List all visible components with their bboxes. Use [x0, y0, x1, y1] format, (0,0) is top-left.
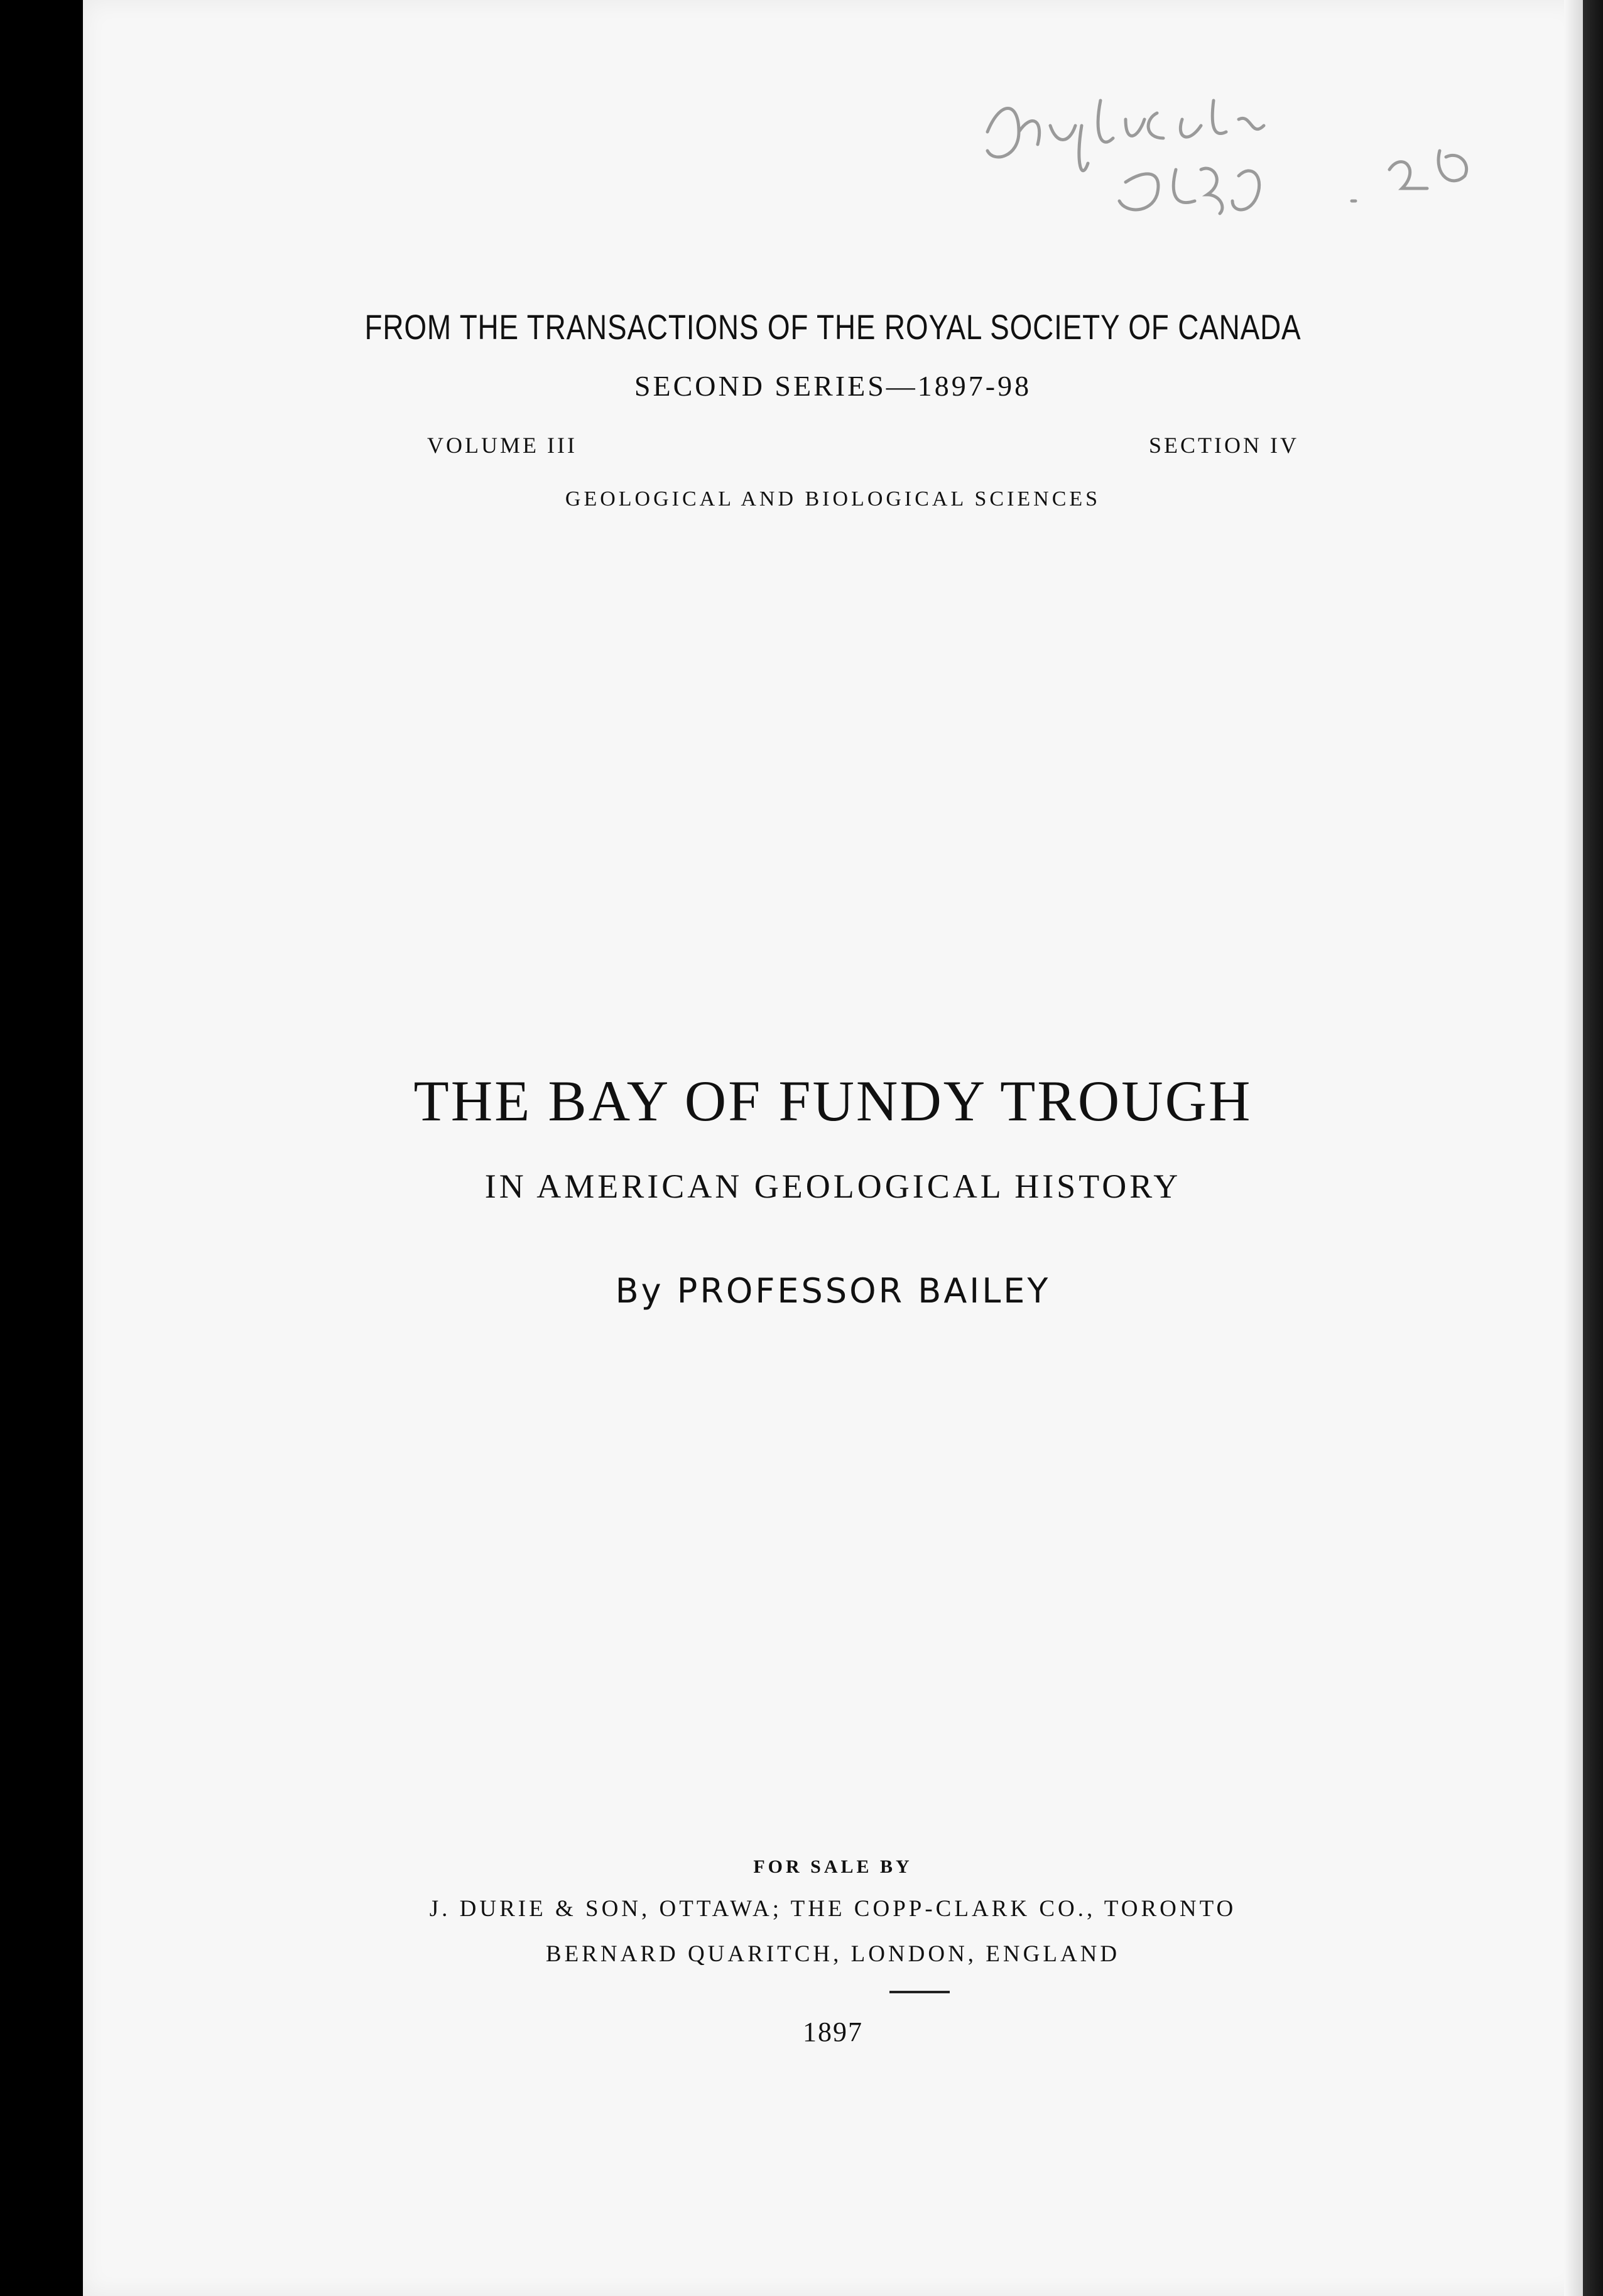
document-subtitle: IN AMERICAN GEOLOGICAL HISTORY — [484, 1167, 1182, 1205]
divider-rule — [889, 1991, 950, 1993]
publisher-line-2: BERNARD QUARITCH, LONDON, ENGLAND — [545, 1941, 1121, 1967]
publisher-line-1: J. DURIE & SON, OTTAWA; THE COPP-CLARK CO., TORONTO — [429, 1896, 1237, 1922]
publication-year: 1897 — [803, 2017, 863, 2047]
header-volume: VOLUME III — [427, 433, 577, 458]
page-sheet — [83, 0, 1583, 2296]
header-source: FROM THE TRANSACTIONS OF THE ROYAL SOCIETY OF CANADA — [364, 307, 1301, 347]
header-section: SECTION IV — [1149, 433, 1299, 458]
document-author: By PROFESSOR BAILEY — [615, 1271, 1051, 1311]
handwritten-annotation — [975, 75, 1502, 264]
header-sciences: GEOLOGICAL AND BIOLOGICAL SCIENCES — [565, 487, 1101, 511]
header-series: SECOND SERIES—1897-98 — [634, 370, 1032, 402]
document-title: THE BAY OF FUNDY TROUGH — [413, 1069, 1253, 1133]
page-edge-shadow — [1564, 0, 1583, 2296]
for-sale-label: FOR SALE BY — [753, 1856, 913, 1877]
scan-border-right — [1583, 0, 1603, 2296]
